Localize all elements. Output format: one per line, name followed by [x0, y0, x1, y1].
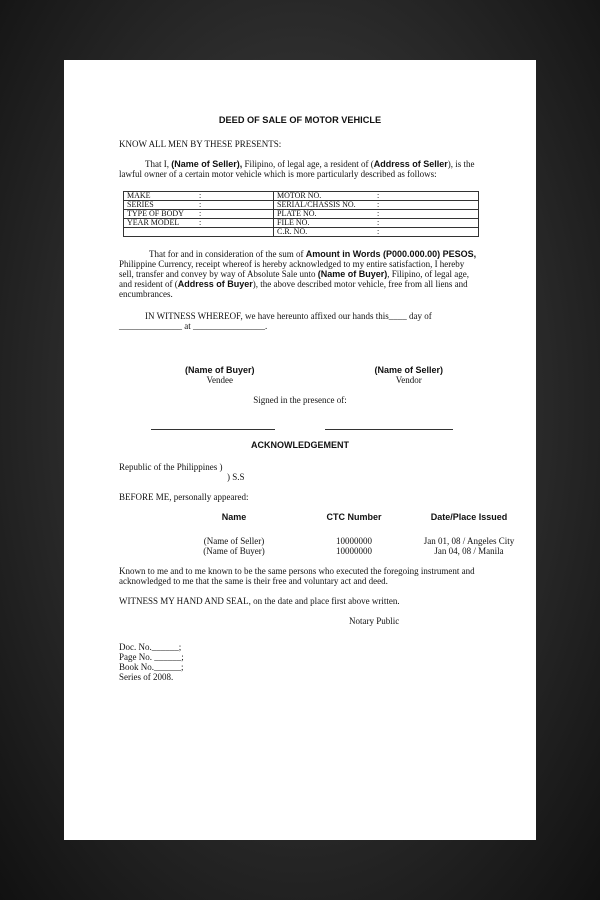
notary-public-label: Notary Public: [349, 616, 400, 626]
seller-signature: (Name of Seller) Vendor: [374, 365, 443, 385]
docket-block: [119, 642, 481, 682]
ss-line: ) S.S: [227, 472, 245, 482]
seller-name-placeholder: (Name of Seller),: [171, 159, 243, 169]
known-paragraph: Known to me and to me known to be the same persons who executed the foregoing instrument and acknowledged to me that the same is their free and voluntary act and deed.: [119, 566, 475, 586]
vehicle-left-cell: MAKE :: [124, 192, 274, 201]
appearance-table: [119, 512, 515, 556]
buyer-name-placeholder: (Name of Buyer): [317, 269, 388, 279]
vehicle-right-cell: C.R. NO. :: [274, 228, 479, 237]
appearance-cell: Jan 04, 08 / Manila: [434, 546, 504, 556]
appearance-cell: 10000000: [336, 546, 372, 556]
amount-placeholder: Amount in Words (P000.000.00) PESOS,: [305, 249, 477, 259]
column-header: Name: [221, 512, 247, 522]
vehicle-left-cell: [124, 228, 274, 237]
appearance-cell: Jan 01, 08 / Angeles City: [423, 536, 515, 546]
vehicle-details-table: [123, 191, 479, 237]
intro-paragraph: That I, (Name of Seller), Filipino, of legal age, a resident of (Address of Seller), is the lawful owner of a certain motor vehicle which is more particularly described as follows:: [119, 159, 475, 179]
page-no: Page No. ______;: [119, 652, 184, 662]
buyer-address-placeholder: Address of Buyer: [177, 279, 253, 289]
book-no: Book No.______;: [119, 662, 184, 672]
appearance-cell: (Name of Seller): [203, 536, 265, 546]
presence-label: Signed in the presence of:: [253, 395, 347, 405]
acknowledgement-title: ACKNOWLEDGEMENT: [251, 440, 349, 450]
vehicle-right-cell: SERIAL/CHASSIS NO. :: [274, 201, 479, 210]
buyer-signature: (Name of Buyer) Vendee: [185, 365, 255, 385]
witness-seal-line: WITNESS MY HAND AND SEAL, on the date and place first above written.: [119, 596, 400, 606]
republic-line: Republic of the Philippines ): [119, 462, 223, 472]
document-page: [64, 60, 536, 840]
know-all-heading: KNOW ALL MEN BY THESE PRESENTS:: [119, 139, 282, 149]
seller-address-placeholder: Address of Seller: [373, 159, 448, 169]
vehicle-right-cell: FILE NO. :: [274, 219, 479, 228]
doc-no: Doc. No.______;: [119, 642, 182, 652]
vehicle-right-cell: MOTOR NO. :: [274, 192, 479, 201]
witness-lines: [119, 429, 481, 430]
vehicle-left-cell: YEAR MODEL :: [124, 219, 274, 228]
vehicle-row: [124, 228, 479, 237]
vehicle-left-cell: TYPE OF BODY :: [124, 210, 274, 219]
vehicle-left-cell: SERIES :: [124, 201, 274, 210]
before-me-line: BEFORE ME, personally appeared:: [119, 492, 249, 502]
signature-block: [119, 365, 481, 385]
witness-line-2: [325, 429, 453, 430]
column-header: CTC Number: [326, 512, 382, 522]
appearance-cell: (Name of Buyer): [203, 546, 265, 556]
series-line: Series of 2008.: [119, 672, 174, 682]
appearance-cell: 10000000: [336, 536, 372, 546]
witness-paragraph: IN WITNESS WHEREOF, we have hereunto affixed our hands this____ day of ______________ at ________________.: [119, 311, 432, 331]
witness-line-1: [151, 429, 275, 430]
column-header: Date/Place Issued: [430, 512, 508, 522]
document-title: DEED OF SALE OF MOTOR VEHICLE: [218, 115, 382, 125]
vehicle-right-cell: PLATE NO. :: [274, 210, 479, 219]
consideration-paragraph: That for and in consideration of the sum of Amount in Words (P000.000.00) PESOS, Philippine Currency, receipt whereof is hereby acknowledged to my entire satisfaction, I hereby sell, transfer and convey by way of Absolute Sale unto (Name of Buyer), Filipino, of legal age, and resident of (Address of Buyer), the above described motor vehicle, free from all liens and encumbrances.: [119, 249, 477, 299]
